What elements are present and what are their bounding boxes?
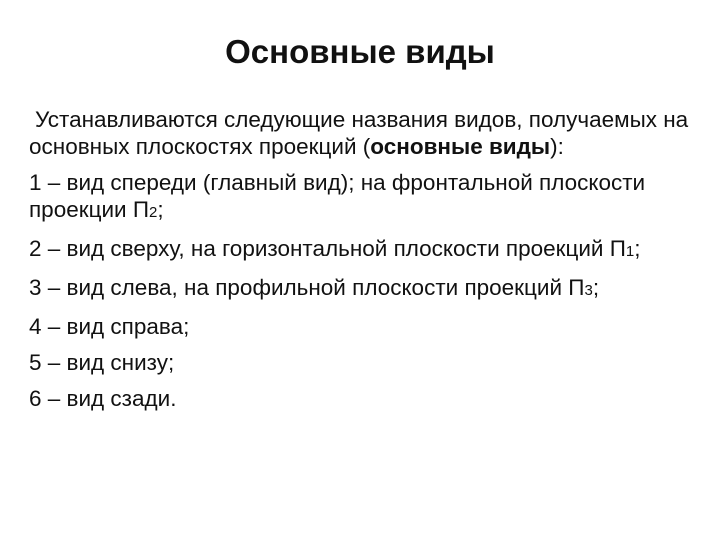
intro-bold-term: основные виды: [370, 134, 551, 159]
plane-index: 2: [149, 204, 158, 221]
list-item-text: 2 – вид сверху, на горизонтальной плоскости проекций П: [29, 236, 626, 261]
list-item-5: [29, 349, 699, 376]
slide-title: Основные виды: [225, 33, 495, 70]
list-item-text: 1 – вид спереди (главный вид); на фронтальной плоскости проекции П: [29, 170, 646, 222]
list-item-4: [29, 313, 699, 340]
list-item-2: [29, 235, 699, 265]
list-item-tail: ;: [634, 236, 641, 261]
list-item-tail: ;: [592, 275, 600, 300]
intro-tail: ):: [550, 134, 564, 159]
list-item-tail: ;: [157, 197, 164, 222]
list-item-text: 3 – вид слева, на профильной плоскости проекций П: [29, 275, 585, 300]
list-item-text: 6 – вид сзади.: [29, 386, 177, 411]
list-item-text: 4 – вид справа;: [29, 314, 190, 339]
slide-body: [29, 106, 699, 421]
list-item-6: [29, 385, 699, 412]
list-item-text: 5 – вид снизу;: [29, 350, 175, 375]
intro-paragraph: [29, 106, 699, 160]
intro-text: Устанавливаются следующие названия видов, получаемых на основных плоскостях проекций (: [29, 107, 689, 159]
plane-index: 1: [625, 243, 635, 260]
plane-index: 3: [584, 282, 593, 299]
list-item-3: [29, 274, 699, 304]
list-item-1: [29, 169, 699, 226]
